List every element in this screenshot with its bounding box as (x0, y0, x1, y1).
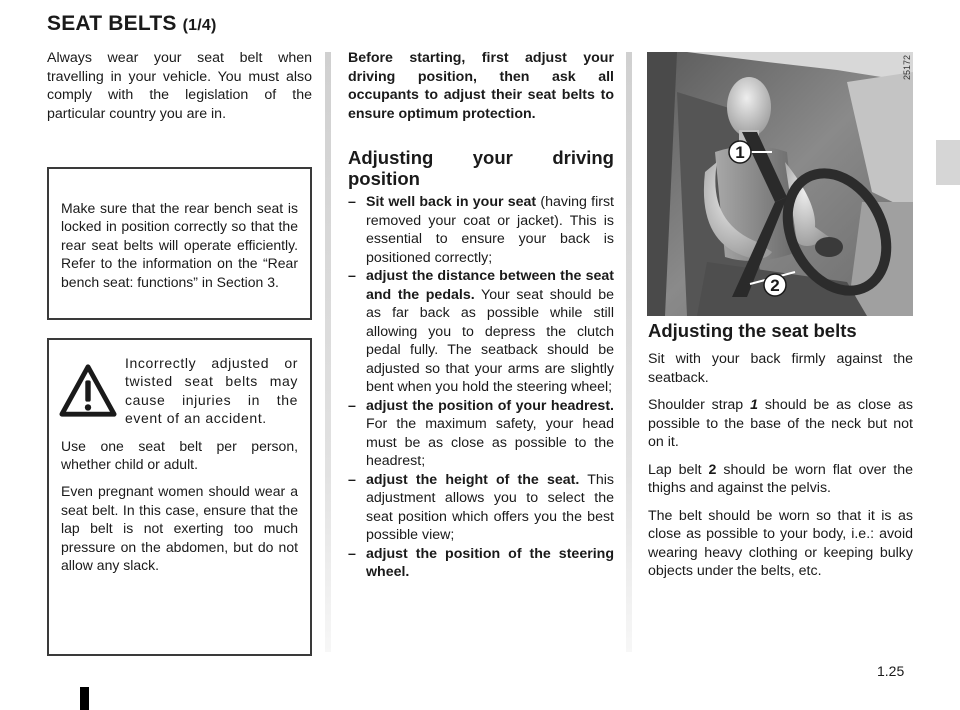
image-reference-code: 25172 (902, 55, 912, 81)
section-heading-driving-position: Adjusting your driving position (348, 147, 614, 189)
warning-paragraph: Even pregnant women should wear a seat belt. In this case, ensure that the lap belt is not exerting too much pressure on the abdomen, but do not allow any slack. (61, 483, 298, 574)
list-item: – Sit well back in your seat (having first removed your coat or jacket). This is essential to ensure your back is positioned correctly; (348, 194, 614, 266)
page-number: 1.25 (877, 663, 905, 679)
page-title-part: (1/4) (182, 17, 217, 34)
list-item: – adjust the position of the steering wheel. (348, 545, 614, 580)
section-heading-seat-belts: Adjusting the seat belts (648, 320, 857, 341)
page-title (47, 12, 217, 36)
warning-head-text: Incorrectly adjusted or twisted seat belts may cause injuries in the event of an accident. (125, 355, 298, 427)
seat-belt-illustration (647, 52, 913, 316)
note-rear-bench (47, 167, 312, 320)
seat-belts-column (648, 320, 913, 590)
warning-paragraph: Use one seat belt per person, whether child or adult. (61, 437, 298, 473)
lead-paragraph: Before starting, first adjust your driving position, then ask all occupants to adjust their seat belts to ensure optimum protection. (348, 50, 614, 122)
column-divider (626, 52, 632, 652)
page-title-text: SEAT BELTS (47, 12, 177, 35)
list-item: – adjust the position of your headrest. For the maximum safety, your head must be as close as possible to the headrest; (348, 397, 614, 469)
corner-mark (80, 687, 89, 710)
warning-box (47, 338, 312, 656)
paragraph: Lap belt 2 should be worn flat over the thighs and against the pelvis. (648, 461, 913, 496)
column-divider (325, 52, 331, 652)
list-item: – adjust the height of the seat. This adjustment allows you to select the seat position which offers you the best possible view; (348, 471, 614, 543)
warning-head (61, 354, 298, 428)
callout-2: 2 (770, 276, 780, 295)
driver-seat-belt-drawing (647, 52, 913, 316)
paragraph: Sit with your back firmly against the seatback. (648, 351, 913, 386)
note-rear-bench-text: Make sure that the rear bench seat is locked in position correctly so that the rear seat belts will operate efficiently. Refer to the information on the “Rear bench seat: functions” in Section 3. (61, 200, 298, 290)
driving-position-column (348, 49, 614, 582)
list-item: – adjust the distance between the seat and the pedals. Your seat should be as far back as possible while still allowing you to depress the clutch pedal fully. The seatback should be adjusted so that your arms are slightly bent when you hold the steering wheel; (348, 268, 614, 395)
paragraph: Shoulder strap 1 should be as close as possible to the base of the neck but not on it. (648, 397, 913, 450)
paragraph: The belt should be worn so that it is as close as possible to your body, i.e.: avoid wearing heavy clothing or keeping bulky objects under the belts, etc. (648, 507, 913, 579)
section-tab (936, 140, 960, 185)
adjustment-list (348, 193, 614, 582)
callout-1: 1 (735, 143, 745, 162)
warning-triangle-icon (59, 362, 117, 420)
intro-paragraph: Always wear your seat belt when travelling in your vehicle. You must also comply with the legislation of the particular country you are in. (47, 50, 312, 122)
